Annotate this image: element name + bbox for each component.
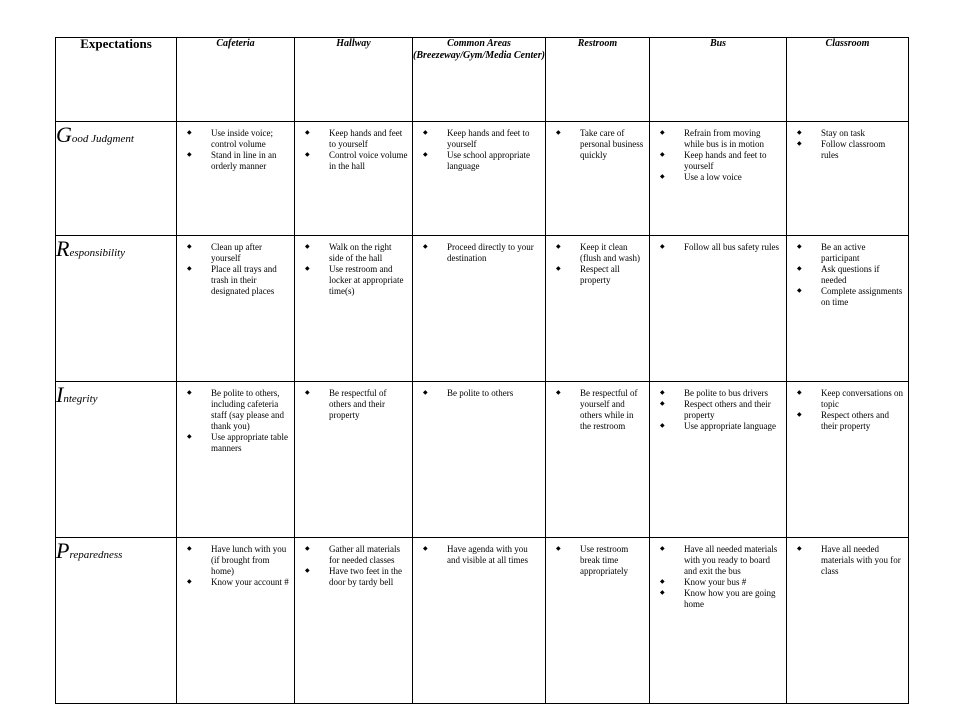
list-item: ◆ Be respectful of others and their property bbox=[305, 388, 408, 421]
list-item: ◆ Be polite to others, including cafeteria staff (say please and thank you) bbox=[187, 388, 290, 432]
column-header-hallway: Hallway bbox=[295, 38, 413, 122]
cell-bus bbox=[650, 538, 787, 704]
list-item: ◆ Use appropriate language bbox=[660, 421, 782, 432]
row-label-initial: R bbox=[56, 236, 70, 261]
column-header-common-areas: Common Areas (Breezeway/Gym/Media Center) bbox=[413, 38, 546, 122]
table-row bbox=[56, 122, 909, 236]
list-item: ◆ Keep hands and feet to yourself bbox=[305, 128, 408, 150]
list-item: ◆ Be respectful of yourself and others while in the restroom bbox=[556, 388, 645, 432]
list-item: ◆ Place all trays and trash in their designated places bbox=[187, 264, 290, 297]
row-label-initial: G bbox=[56, 122, 72, 147]
bullet-list bbox=[177, 382, 294, 454]
list-item: ◆ Respect others and their property bbox=[660, 399, 782, 421]
cell-classroom bbox=[787, 122, 909, 236]
bullet-list bbox=[650, 382, 786, 432]
cell-restroom bbox=[546, 236, 650, 382]
column-header-classroom: Classroom bbox=[787, 38, 909, 122]
cell-cafeteria bbox=[177, 236, 295, 382]
list-item: ◆ Have all needed materials with you for class bbox=[797, 544, 904, 577]
cell-restroom bbox=[546, 382, 650, 538]
row-label bbox=[56, 122, 177, 236]
cell-hallway bbox=[295, 122, 413, 236]
list-item: ◆ Keep it clean (flush and wash) bbox=[556, 242, 645, 264]
list-item: ◆ Use a low voice bbox=[660, 172, 782, 183]
list-item: ◆ Use restroom break time appropriately bbox=[556, 544, 645, 577]
corner-header: Expectations bbox=[56, 38, 177, 122]
cell-cafeteria bbox=[177, 382, 295, 538]
list-item: ◆ Use appropriate table manners bbox=[187, 432, 290, 454]
column-header-bus: Bus bbox=[650, 38, 787, 122]
list-item: ◆ Clean up after yourself bbox=[187, 242, 290, 264]
cell-bus bbox=[650, 122, 787, 236]
row-label-initial: I bbox=[56, 382, 64, 407]
bullet-list bbox=[295, 122, 412, 172]
bullet-list bbox=[650, 538, 786, 610]
list-item: ◆ Be polite to bus drivers bbox=[660, 388, 782, 399]
list-item: ◆ Have all needed materials with you ready to board and exit the bus bbox=[660, 544, 782, 577]
list-item: ◆ Stand in line in an orderly manner bbox=[187, 150, 290, 172]
row-label-rest: ntegrity bbox=[63, 393, 98, 405]
list-item: ◆ Use restroom and locker at appropriate time(s) bbox=[305, 264, 408, 297]
list-item: ◆ Control voice volume in the hall bbox=[305, 150, 408, 172]
list-item: ◆ Walk on the right side of the hall bbox=[305, 242, 408, 264]
bullet-list bbox=[787, 236, 908, 308]
row-label-rest: esponsibility bbox=[69, 247, 126, 259]
list-item: ◆ Complete assignments on time bbox=[797, 286, 904, 308]
bullet-list bbox=[650, 236, 786, 253]
list-item: ◆ Follow all bus safety rules bbox=[660, 242, 782, 253]
row-label bbox=[56, 382, 177, 538]
cell-bus bbox=[650, 382, 787, 538]
list-item: ◆ Take care of personal business quickly bbox=[556, 128, 645, 161]
list-item: ◆ Know your bus # bbox=[660, 577, 782, 588]
table-row bbox=[56, 236, 909, 382]
cell-common-areas bbox=[413, 122, 546, 236]
column-header-cafeteria: Cafeteria bbox=[177, 38, 295, 122]
bullet-list bbox=[787, 382, 908, 432]
table-row bbox=[56, 538, 909, 704]
cell-common-areas bbox=[413, 538, 546, 704]
cell-hallway bbox=[295, 538, 413, 704]
list-item: ◆ Follow classroom rules bbox=[797, 139, 904, 161]
cell-cafeteria bbox=[177, 538, 295, 704]
cell-cafeteria bbox=[177, 122, 295, 236]
list-item: ◆ Respect all property bbox=[556, 264, 645, 286]
row-label bbox=[56, 236, 177, 382]
bullet-list bbox=[295, 236, 412, 297]
cell-hallway bbox=[295, 236, 413, 382]
list-item: ◆ Proceed directly to your destination bbox=[423, 242, 541, 264]
bullet-list bbox=[295, 382, 412, 421]
bullet-list bbox=[413, 122, 545, 172]
bullet-list bbox=[546, 538, 649, 577]
row-label-rest: reparedness bbox=[69, 549, 123, 561]
bullet-list bbox=[177, 122, 294, 172]
cell-restroom bbox=[546, 122, 650, 236]
list-item: ◆ Stay on task bbox=[797, 128, 904, 139]
row-label-rest: ood Judgment bbox=[71, 133, 134, 145]
list-item: ◆ Keep hands and feet to yourself bbox=[660, 150, 782, 172]
list-item: ◆ Use school appropriate language bbox=[423, 150, 541, 172]
list-item: ◆ Be an active participant bbox=[797, 242, 904, 264]
row-label-initial: P bbox=[56, 538, 70, 563]
bullet-list bbox=[546, 382, 649, 432]
cell-restroom bbox=[546, 538, 650, 704]
bullet-list bbox=[295, 538, 412, 588]
bullet-list bbox=[413, 236, 545, 264]
cell-common-areas bbox=[413, 236, 546, 382]
row-label bbox=[56, 538, 177, 704]
list-item: ◆ Know your account # bbox=[187, 577, 290, 588]
bullet-list bbox=[413, 382, 545, 399]
table-row bbox=[56, 382, 909, 538]
cell-hallway bbox=[295, 382, 413, 538]
cell-classroom bbox=[787, 236, 909, 382]
list-item: ◆ Have agenda with you and visible at all times bbox=[423, 544, 541, 566]
bullet-list bbox=[177, 236, 294, 297]
bullet-list bbox=[787, 538, 908, 577]
cell-classroom bbox=[787, 382, 909, 538]
cell-classroom bbox=[787, 538, 909, 704]
column-header-restroom: Restroom bbox=[546, 38, 650, 122]
list-item: ◆ Have two feet in the door by tardy bell bbox=[305, 566, 408, 588]
list-item: ◆ Respect others and their property bbox=[797, 410, 904, 432]
bullet-list bbox=[177, 538, 294, 588]
bullet-list bbox=[650, 122, 786, 183]
list-item: ◆ Gather all materials for needed classes bbox=[305, 544, 408, 566]
list-item: ◆ Have lunch with you (if brought from home) bbox=[187, 544, 290, 577]
bullet-list bbox=[546, 236, 649, 286]
bullet-list bbox=[413, 538, 545, 566]
header-row bbox=[56, 38, 909, 122]
cell-common-areas bbox=[413, 382, 546, 538]
list-item: ◆ Keep hands and feet to yourself bbox=[423, 128, 541, 150]
list-item: ◆ Be polite to others bbox=[423, 388, 541, 399]
list-item: ◆ Ask questions if needed bbox=[797, 264, 904, 286]
bullet-list bbox=[546, 122, 649, 161]
list-item: ◆ Refrain from moving while bus is in motion bbox=[660, 128, 782, 150]
list-item: ◆ Use inside voice; control volume bbox=[187, 128, 290, 150]
bullet-list bbox=[787, 122, 908, 161]
expectations-matrix bbox=[55, 37, 909, 704]
cell-bus bbox=[650, 236, 787, 382]
list-item: ◆ Know how you are going home bbox=[660, 588, 782, 610]
list-item: ◆ Keep conversations on topic bbox=[797, 388, 904, 410]
